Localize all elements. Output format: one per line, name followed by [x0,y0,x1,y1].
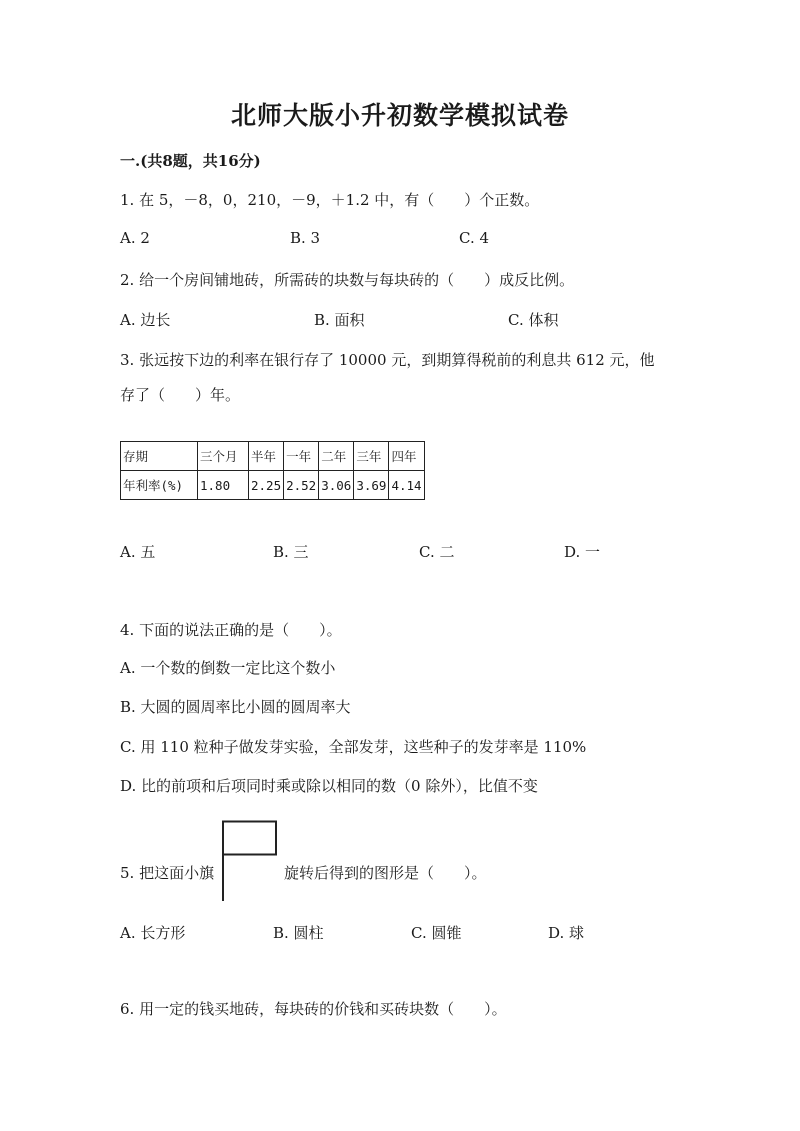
table-cell: 3.69 [354,471,389,500]
question-5-option-b: B. 圆柱 [273,924,324,942]
question-2-option-c: C. 体积 [508,311,559,329]
question-4-text: 4. 下面的说法正确的是（ ）。 [120,621,342,639]
question-1-text: 1. 在 5，－8，0，210，－9，＋1.2 中，有（ ）个正数。 [120,191,540,209]
table-cell: 三个月 [198,442,249,471]
table-cell: 1.80 [198,471,249,500]
table-cell: 4.14 [389,471,424,500]
question-3-text-line-1: 3. 张远按下边的利率在银行存了 10000 元，到期算得税前的利息共 612 元，他 [120,351,655,369]
flag-banner [223,822,276,855]
question-3-text-line-2: 存了（ ）年。 [120,386,241,404]
table-cell: 半年 [249,442,284,471]
table-row [121,442,425,471]
question-3-option-c: C. 二 [419,543,455,561]
table-cell: 2.52 [284,471,319,500]
flag-figure [220,820,278,902]
table-cell: 年利率(%) [121,471,198,500]
table-cell: 三年 [354,442,389,471]
question-4-option-c: C. 用 110 粒种子做发芽实验，全部发芽，这些种子的发芽率是 110% [120,738,587,756]
table-cell: 一年 [284,442,319,471]
interest-rate-table [120,441,425,500]
question-4-option-a: A. 一个数的倒数一定比这个数小 [120,659,336,677]
question-3-option-d: D. 一 [564,543,601,561]
question-5-text-after: 旋转后得到的图形是（ ）。 [284,864,487,882]
question-2-text: 2. 给一个房间铺地砖，所需砖的块数与每块砖的（ ）成反比例。 [120,271,575,289]
question-4-option-b: B. 大圆的圆周率比小圆的圆周率大 [120,698,351,716]
table-cell: 3.06 [319,471,354,500]
question-1-option-c: C. 4 [459,229,490,247]
table-cell: 存期 [121,442,198,471]
question-6-text: 6. 用一定的钱买地砖，每块砖的价钱和买砖块数（ ）。 [120,1000,507,1018]
section-heading: 一.(共8题，共16分) [120,152,261,170]
question-4-option-d: D. 比的前项和后项同时乘或除以相同的数（0 除外），比值不变 [120,777,538,795]
question-1-option-b: B. 3 [290,229,321,247]
question-5-option-a: A. 长方形 [120,924,186,942]
page-title: 北师大版小升初数学模拟试卷 [230,101,569,130]
question-3-option-a: A. 五 [120,543,156,561]
question-5-text-before: 5. 把这面小旗 [120,864,215,882]
table-cell: 2.25 [249,471,284,500]
question-5-option-d: D. 球 [548,924,585,942]
question-2-option-b: B. 面积 [314,311,365,329]
table-cell: 四年 [389,442,424,471]
question-5-option-c: C. 圆锥 [411,924,462,942]
question-3-option-b: B. 三 [273,543,309,561]
question-2-option-a: A. 边长 [120,311,171,329]
table-cell: 二年 [319,442,354,471]
table-row [121,471,425,500]
question-1-option-a: A. 2 [120,229,150,247]
